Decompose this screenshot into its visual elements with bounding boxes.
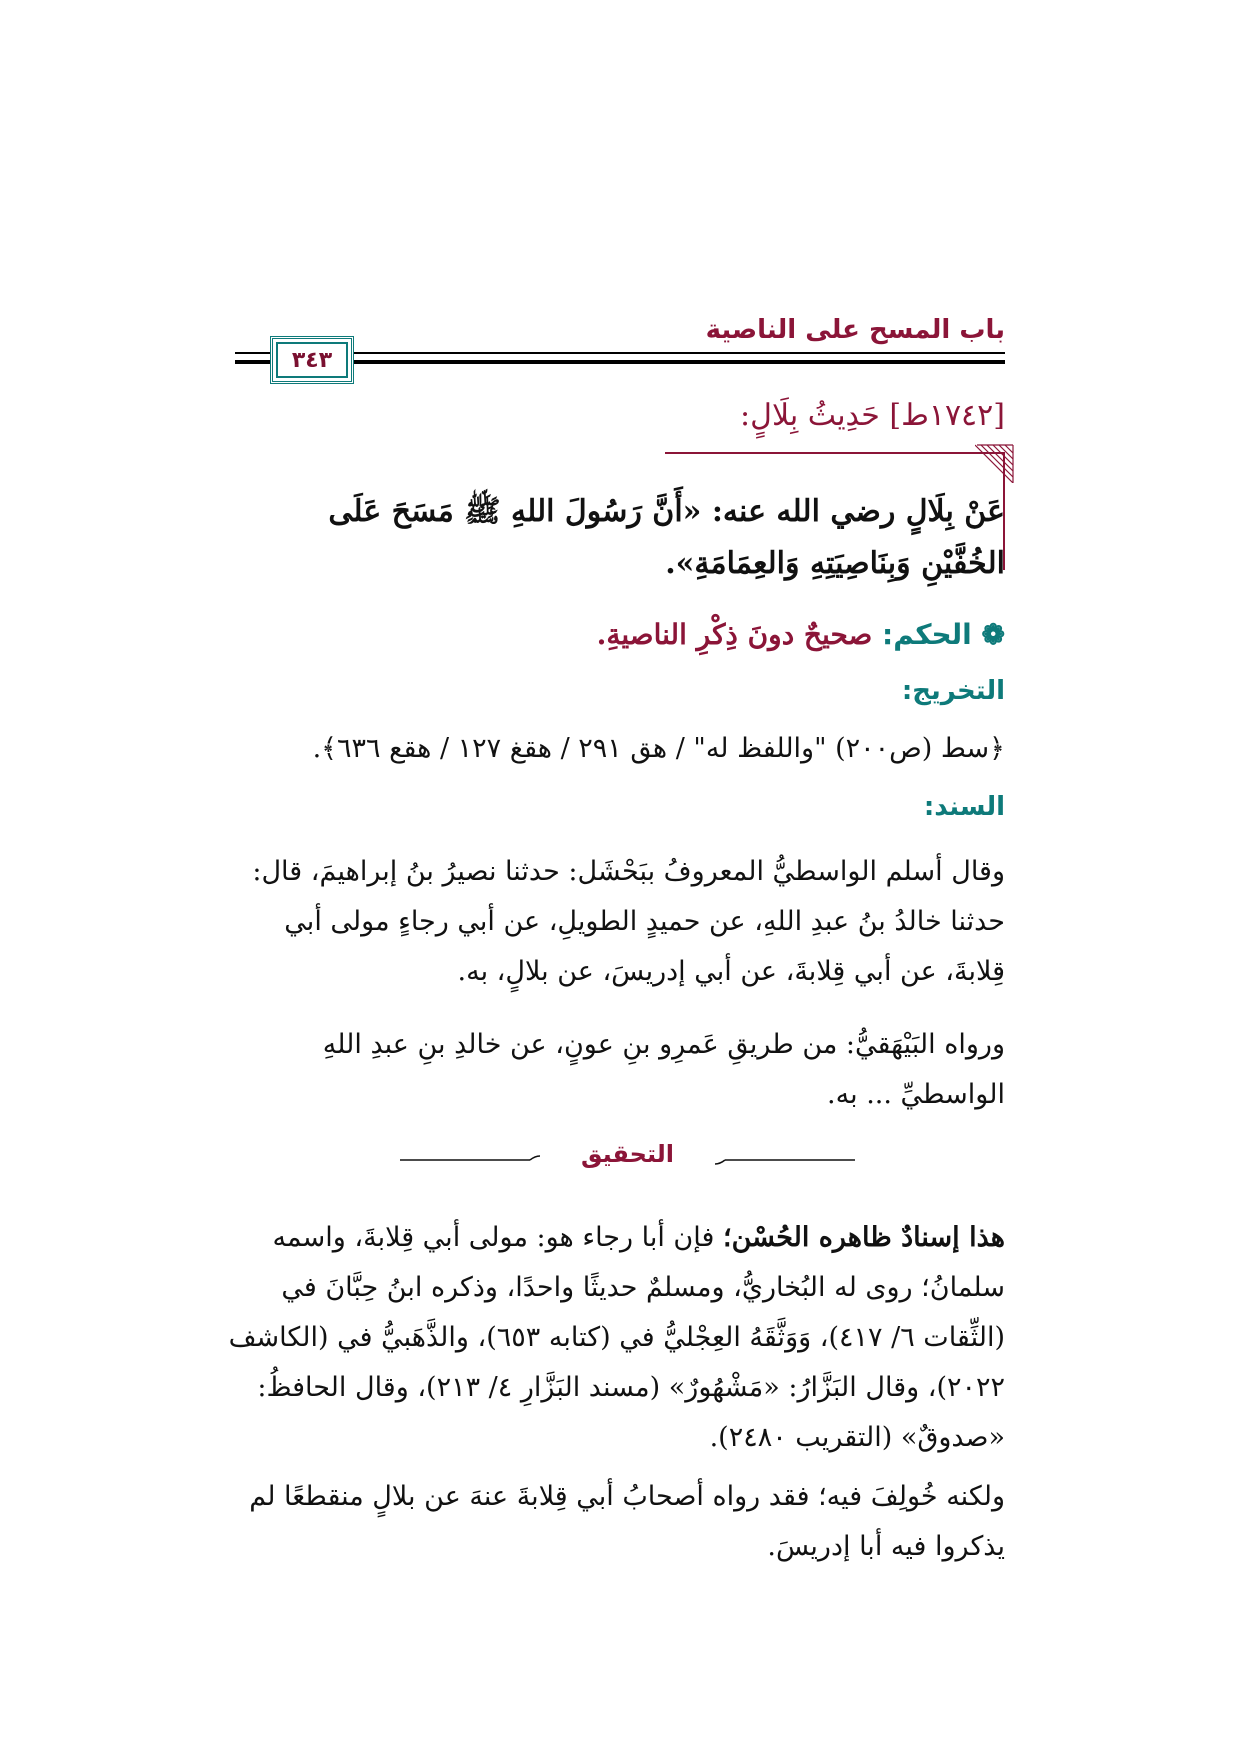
sanad-paragraph-2: ورواه البَيْهَقيُّ: من طريقِ عَمرِو بنِ عونٍ، عن خالدِ بنِ عبدِ اللهِ الواسطيِّ ... به. xyxy=(322,1029,1005,1110)
takhrij-text: ﴿سط (ص٢٠٠) "واللفظ له" / هق ٢٩١ / هقغ ١٢٧ / هقع ٦٣٦﴾. xyxy=(312,733,1005,764)
tahqiq-paragraph-1-bold: هذا إسنادٌ ظاهره الحُسْن؛ xyxy=(722,1222,1005,1253)
hadith-frame-top xyxy=(665,452,1005,454)
hukm-line xyxy=(597,618,1005,651)
tahqiq-label: التحقيق xyxy=(540,1140,715,1168)
rosette-icon: ❁ xyxy=(981,618,1005,651)
hukm-value: صحيحٌ دونَ ذِكْرِ الناصيةِ. xyxy=(596,618,873,651)
page-number-badge xyxy=(270,336,354,384)
tahqiq-paragraph-1 xyxy=(225,1213,1005,1463)
page-number: ٣٤٣ xyxy=(291,347,333,373)
corner-ornament-icon xyxy=(975,443,1015,483)
sanad-paragraph-1: وقال أسلم الواسطيُّ المعروفُ ببَحْشَل: حدثنا نصيرُ بنُ إبراهيمَ، قال: حدثنا خالدُ بنُ عبدِ اللهِ، عن حميدٍ الطويلِ، عن أبي رجاءٍ مولى أبي قِلابةَ، عن أبي قِلابةَ، عن أبي إدريسَ، عن بلالٍ، به. xyxy=(252,856,1005,987)
tahqiq-paragraph-2: ولكنه خُولِفَ فيه؛ فقد رواه أصحابُ أبي قِلابةَ عنهَ عن بلالٍ منقطعًا لم يذكروا فيه أبا إدريسَ. xyxy=(249,1481,1005,1562)
tahqiq-paragraph-1-text: فإن أبا رجاء هو: مولى أبي قِلابةَ، واسمه سلمانُ؛ روى له البُخاريُّ، ومسلمٌ حديثًا واحدًا، وذكره ابنُ حِبَّانَ في (الثِّقات ٦/ ٤١٧)، وَوَثَّقَهُ العِجْليُّ في (كتابه ٦٥٣)، والذَّهَبيُّ في (الكاشف ٢٠٢٢)، وقال البَزَّارُ: «مَشْهُورٌ» (مسند البَزَّارِ ٤/ ٢١٣)، وقال الحافظُ: «صدوقٌ» (التقريب ٢٤٨٠). xyxy=(228,1222,1005,1453)
hadith-text: عَنْ بِلَالٍ رضي الله عنه: «أَنَّ رَسُولَ اللهِ ﷺ مَسَحَ عَلَى الخُفَّيْنِ وَبِنَاصِيَتِهِ وَالعِمَامَةِ». xyxy=(328,494,1005,581)
chapter-title: باب المسح على الناصية xyxy=(705,315,1005,345)
hadith-heading: [١٧٤٢ط] حَدِيثُ بِلَالٍ: xyxy=(740,398,1005,433)
sanad-label: السند: xyxy=(923,792,1005,822)
hukm-label: الحكم: xyxy=(882,618,972,651)
takhrij-label: التخريج: xyxy=(901,676,1005,706)
